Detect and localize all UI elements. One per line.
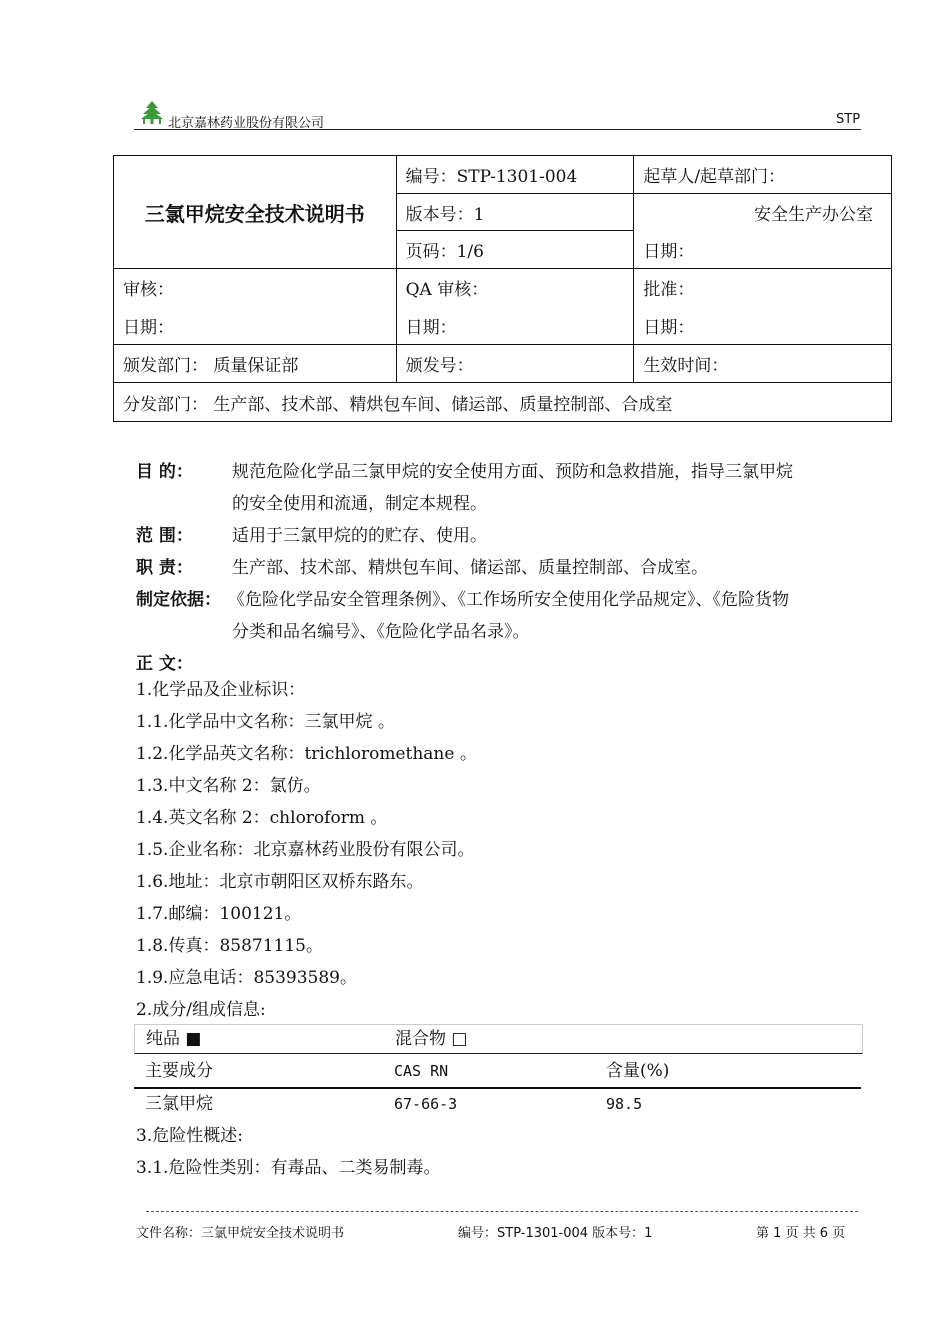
body-label: 正 文：: [136, 654, 193, 674]
header-divider: [134, 129, 861, 130]
drafter-label: 起草人/起草部门：: [634, 156, 892, 194]
issue-dept: 颁发部门： 质量保证部: [114, 345, 397, 383]
list-item: 1.9.应急电话：85393589。: [136, 968, 357, 988]
scope-label: 范 围：: [136, 526, 193, 546]
col-cas-rn: CAS RN: [394, 1062, 449, 1080]
purpose-section: [136, 456, 876, 680]
footer-number-version: 编号：STP-1301-004 版本号：1: [458, 1226, 653, 1241]
document-info-table: [113, 155, 892, 422]
footer-page-info: 第 1 页 共 6 页: [756, 1226, 846, 1241]
doc-page: 页码：1/6: [396, 231, 634, 269]
purpose-text-1: 规范危险化学品三氯甲烷的安全使用方面、预防和急救措施，指导三氯甲烷: [232, 462, 793, 482]
purpose-text-2: 的安全使用和流通，制定本规程。: [232, 494, 487, 514]
composition-type-row: [134, 1024, 863, 1054]
basis-text-2: 分类和品名编号》、《危险化学品名录》。: [232, 622, 530, 642]
footer-file-name: 文件名称：三氯甲烷安全技术说明书: [136, 1226, 345, 1241]
qa-date: 日期：: [396, 307, 634, 345]
approve-label: 批准：: [634, 269, 892, 307]
review-date: 日期：: [114, 307, 397, 345]
composition-header-row: [134, 1055, 861, 1089]
drafter-date: 日期：: [634, 231, 892, 269]
approve-date: 日期：: [634, 307, 892, 345]
list-item: 3.1.危险性类别：有毒品、二类易制毒。: [136, 1158, 441, 1178]
cell-component-name: 三氯甲烷: [145, 1094, 213, 1114]
list-item: 2.成分/组成信息:: [136, 1000, 266, 1020]
company-logo-icon: [137, 99, 167, 125]
issue-number: 颁发号：: [396, 345, 634, 383]
mixture-checkbox-label: 混合物 □: [395, 1029, 468, 1049]
header-code: STP: [836, 112, 861, 127]
duty-text: 生产部、技术部、精烘包车间、储运部、质量控制部、合成室。: [232, 558, 708, 578]
basis-label: 制定依据：: [136, 590, 221, 610]
col-content: 含量(%): [606, 1061, 670, 1081]
list-item: 1.6.地址：北京市朝阳区双桥东路东。: [136, 872, 424, 892]
footer-divider: [146, 1211, 858, 1212]
scope-text: 适用于三氯甲烷的的贮存、使用。: [232, 526, 487, 546]
effective-time: 生效时间：: [634, 345, 892, 383]
qa-review-label: QA 审核：: [396, 269, 634, 307]
list-item: 1.4.英文名称 2：chloroform 。: [136, 808, 388, 828]
list-item: 1.5.企业名称：北京嘉林药业股份有限公司。: [136, 840, 475, 860]
list-item: 1.化学品及企业标识：: [136, 680, 306, 700]
purpose-label: 目 的：: [136, 462, 193, 482]
list-item: 1.8.传真：85871115。: [136, 936, 323, 956]
list-item: 1.3.中文名称 2：氯仿。: [136, 776, 321, 796]
doc-number: 编号：STP-1301-004: [396, 156, 634, 194]
drafter-dept: 安全生产办公室: [634, 194, 892, 231]
duty-label: 职 责：: [136, 558, 193, 578]
header-company: 北京嘉林药业股份有限公司: [168, 116, 325, 131]
pure-checkbox-label: 纯品 ■: [146, 1029, 202, 1049]
review-label: 审核：: [114, 269, 397, 307]
distribution-dept: 分发部门： 生产部、技术部、精烘包车间、储运部、质量控制部、合成室: [114, 383, 892, 422]
doc-version: 版本号：1: [396, 194, 634, 231]
item-list: [136, 674, 876, 1026]
col-main-component: 主要成分: [145, 1061, 213, 1081]
item-list-2: [136, 1120, 876, 1184]
list-item: 1.1.化学品中文名称：三氯甲烷 。: [136, 712, 395, 732]
list-item: 1.2.化学品英文名称：trichloromethane 。: [136, 744, 477, 764]
basis-text-1: 《危险化学品安全管理条例》、《工作场所安全使用化学品规定》、《危险货物: [228, 590, 789, 610]
list-item: 1.7.邮编：100121。: [136, 904, 302, 924]
table-row: [134, 1088, 861, 1120]
document-title: 三氯甲烷安全技术说明书: [114, 156, 397, 269]
cell-cas-number: 67-66-3: [394, 1095, 458, 1113]
cell-content-value: 98.5: [606, 1095, 643, 1113]
list-item: 3.危险性概述:: [136, 1126, 243, 1146]
